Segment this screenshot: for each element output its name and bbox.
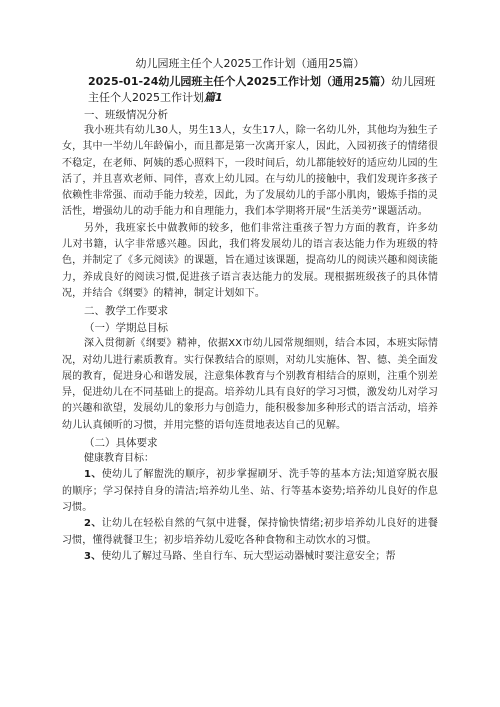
- list-item: 1、使幼儿了解盥洗的顺序，初步掌握刷牙、洗手等的基本方法;知道穿脱衣服的顺序；学习保持自身的清洁;培养幼儿坐、站、行等基本姿势;培养幼儿良好的作息习惯。: [62, 469, 438, 513]
- health-label: 健康教育目标：: [84, 453, 154, 465]
- list-item: 3、使幼儿了解过马路、坐自行车、玩大型运动器械时要注意安全；帮: [84, 550, 396, 562]
- subtitle-line2: 主任个人2025工作计划篇1: [88, 91, 223, 104]
- list-item: 2、让幼儿在轻松自然的气氛中进餐，保持愉快情绪;初步培养幼儿良好的进餐习惯，懂得就餐卫生；初步培养幼儿爱吃各种食物和主动饮水的习惯。: [62, 518, 438, 546]
- subtitle-bold: 2025-01-24幼儿园班主任个人2025工作计划（通用25篇）: [88, 75, 392, 88]
- sub1-heading: （一）学期总目标: [84, 322, 168, 335]
- paragraph-semester-goal: 深入贯彻新《纲要》精神，依据XX市幼儿园常规细则，结合本园，本班实际情况，对幼儿进行素质教育。实行保教结合的原则，对幼儿实施体、智、德、美全面发展的教育，促进身心和谐发展，注意集体教育与个别教育相结合的原则，注重个别差异，促进幼儿在不同基础上的提高。培养幼儿具有良好的学习习惯，激发幼儿对学习的兴趣和欲望，发展幼儿的象形力与创造力，能积极参加多种形式的语言活动，培养幼儿认真倾听的习惯，并用完整的语句连贯地表达自己的见解。: [62, 338, 438, 431]
- subtitle-marker: 篇1: [204, 91, 223, 104]
- paragraph-parents: 另外，我班家长中做教师的较多，他们非常注重孩子智力方面的教育，许多幼儿对书籍，认字非常感兴趣。因此，我们将发展幼儿的语言表达能力作为班级的特色，并制定了《多元阅读》的课题，旨在通过该课题，提高幼儿的阅读兴趣和阅读能力，养成良好的阅读习惯,促进孩子语言表达能力的发展。现根据班级孩子的具体情况，并结合《纲要》的精神，制定计划如下。: [62, 222, 438, 299]
- subtitle-rest: 幼儿园班: [391, 75, 436, 88]
- paragraph-class-analysis: 我小班共有幼儿30人，男生13人，女生17人，除一名幼儿外，其他均为独生子女，其中一半幼儿年龄偏小，而且都是第一次离开家人，因此，入园初孩子的情绪很不稳定，在老师、阿姨的悉心照料下，一段时间后，幼儿都能较好的适应幼儿园的生活了，并且喜欢老师、同伴，喜欢上幼儿园。在与幼儿的接触中，我们发现许多孩子依赖性非常强、而动手能力较差，因此，为了发展幼儿的手部小肌肉，锻炼手指的灵活性，增强幼儿的动手能力和自理能力，我们本学期将开展“生活美劳”课题活动。: [62, 125, 438, 218]
- section1-heading: 一、班级情况分析: [84, 109, 168, 121]
- section2-heading: 二、教学工作要求: [84, 305, 168, 318]
- document-subtitle: [62, 74, 438, 106]
- document-title: 幼儿园班主任个人2025工作计划（通用25篇）: [135, 57, 365, 70]
- sub2-heading: （二）具体要求: [84, 437, 158, 450]
